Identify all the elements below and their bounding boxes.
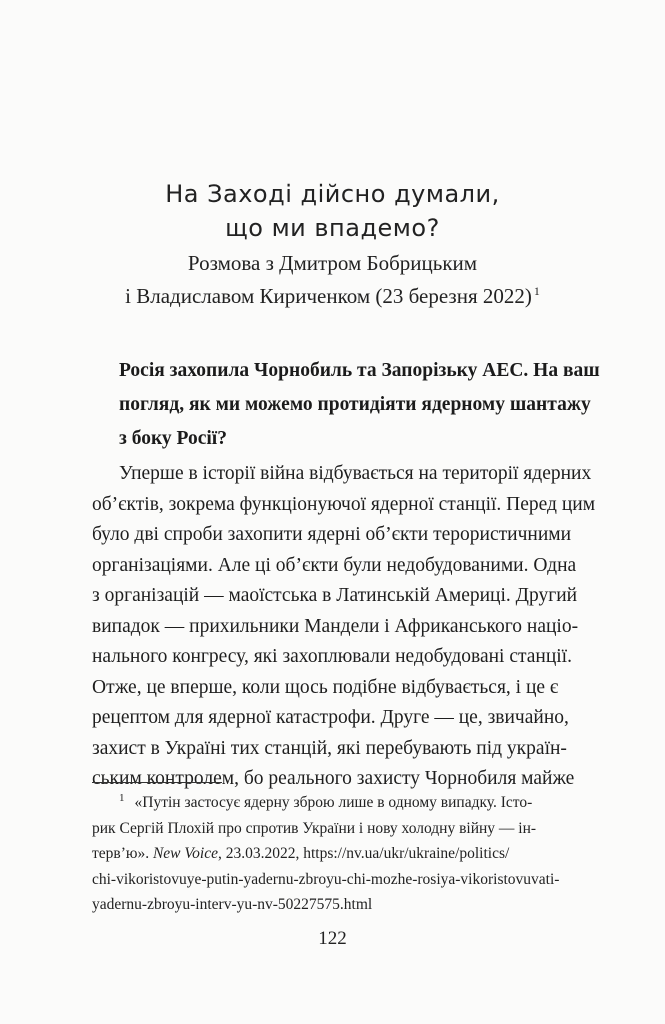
answer-paragraph <box>92 459 596 795</box>
footnote-url-part[interactable]: , 23.03.2022, https://nv.ua/ukr/ukraine/politics/ <box>217 845 510 862</box>
paragraph-line: об’єктів, зокрема функціонуючої ядерної станції. Перед цим <box>92 493 596 515</box>
chapter-subtitle-line-1: Розмова з Дмитром Бобрицьким <box>187 251 478 275</box>
footnote-text: «Путін застосує ядерну зброю лише в одному випадку. Істо- <box>134 794 533 811</box>
chapter-title <box>0 177 665 245</box>
chapter-subtitle <box>0 247 665 313</box>
paragraph-line: нального конгресу, які захоплювали недобудовані станції. <box>92 646 572 667</box>
chapter-title-line-1: На Заході дійсно думали, <box>165 180 500 208</box>
paragraph-line: Уперше в історії війна відбувається на території ядерних <box>119 463 592 484</box>
page-number: 122 <box>318 928 347 949</box>
paragraph-line: з організацій — маоїстська в Латинській Америці. Другий <box>92 585 578 606</box>
chapter-title-line-2: що ми впадемо? <box>225 214 440 242</box>
footnote <box>92 790 570 918</box>
footnote-mark: 1 <box>119 791 125 804</box>
footnote-reference: 1 <box>533 284 540 298</box>
paragraph-line: ським контролем, бо реального захисту Чорнобиля майже <box>92 768 575 789</box>
paragraph-line: захист в Україні тих станцій, які перебувають під україн- <box>92 737 567 759</box>
question-line: Росія захопила Чорнобиль та Запорізьку АЕС. На ваш <box>119 360 600 381</box>
footnote-line <box>92 841 570 867</box>
question-line: з боку Росії? <box>119 428 227 449</box>
chapter-subtitle-line-2 <box>0 280 665 313</box>
question-line: погляд, як ми можемо протидіяти ядерному шантажу <box>119 394 591 415</box>
footnote-url-part[interactable]: yadernu-zbroyu-interv-yu-nv-50227575.html <box>92 896 373 913</box>
paragraph-line: було дві спроби захопити ядерні об’єкти терористичними <box>92 524 572 545</box>
footnote-url-part[interactable]: chi-vikoristovuye-putin-yadernu-zbroyu-chi-mozhe-rosiya-vikoristovuvati- <box>92 870 560 888</box>
paragraph-line: Отже, це вперше, коли щось подібне відбувається, і це є <box>92 676 559 698</box>
chapter-subtitle-text: і Владиславом Кириченком (23 березня 2022) <box>125 284 532 308</box>
source-title: New Voice <box>152 845 218 862</box>
paragraph-line: організаціями. Але ці об’єкти були недобудованими. Одна <box>92 554 577 576</box>
interview-question <box>119 354 600 456</box>
paragraph-line: рецептом для ядерної катастрофи. Друге — це, звичайно, <box>92 707 569 728</box>
footnote-divider <box>92 782 222 783</box>
paragraph-line: випадок — прихильники Мандели і Африканського націо- <box>92 615 579 637</box>
footnote-line <box>92 790 570 816</box>
footnote-text: терв’ю». <box>92 845 153 862</box>
footnote-line: рик Сергій Плохій про спротив України і нову холодну війну — ін- <box>92 819 537 837</box>
